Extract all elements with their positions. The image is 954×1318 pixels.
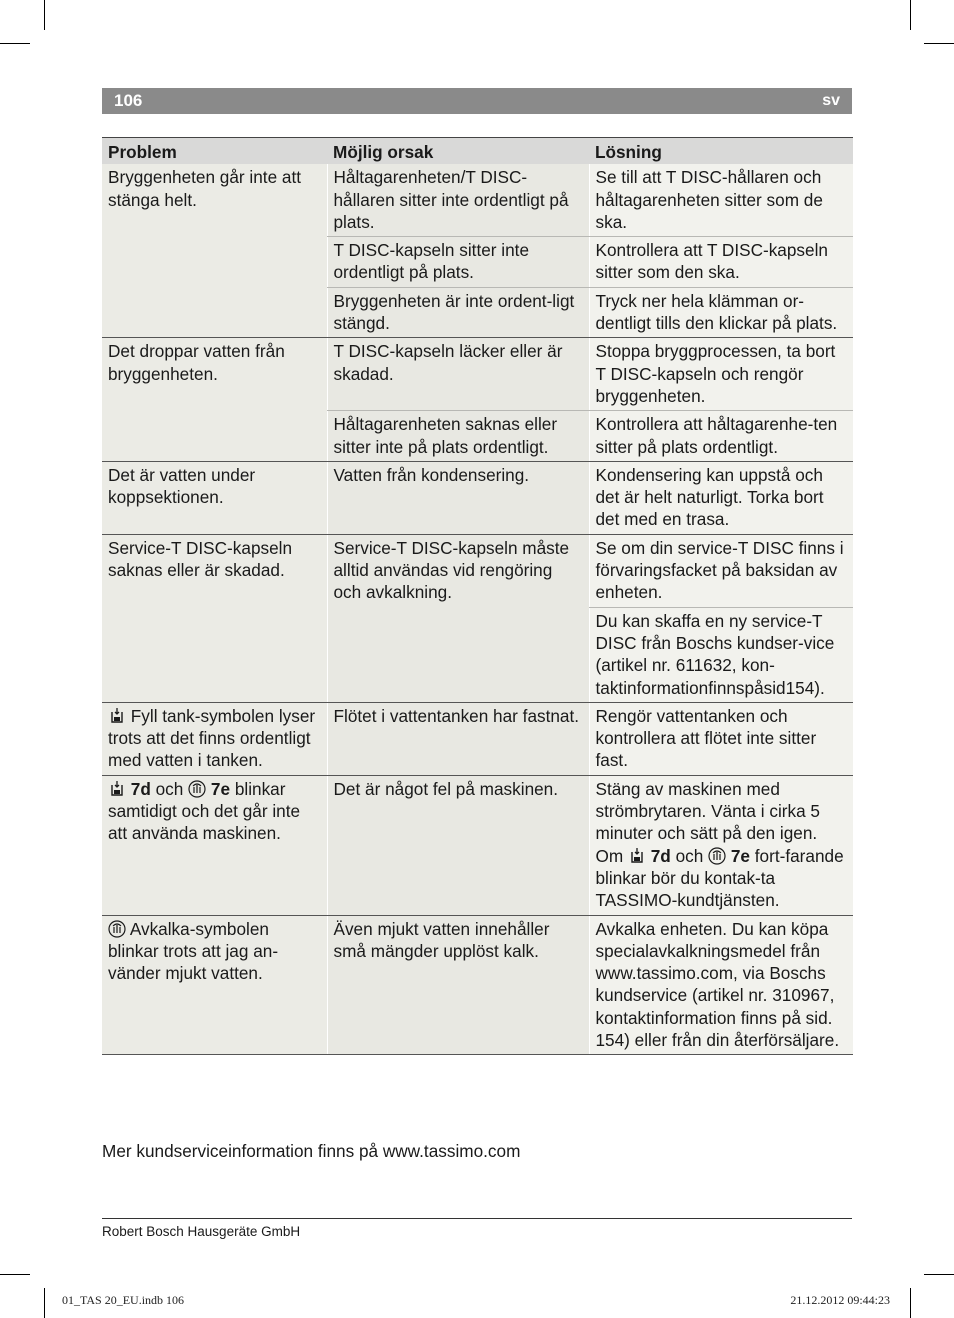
crop-mark (924, 43, 954, 44)
solution-text: Stäng av maskinen med strömbrytaren. Vänta i cirka 5 minuter och sätt på den igen. Om (595, 778, 820, 866)
crop-mark (910, 0, 911, 30)
print-slug-file: 01_TAS 20_EU.indb 106 (62, 1293, 185, 1307)
page-number: 106 (114, 91, 143, 110)
problem-cell (102, 915, 327, 1055)
crop-mark (910, 1288, 911, 1318)
conjunction-text: och (675, 845, 704, 866)
page-header (102, 88, 852, 114)
table-row (102, 775, 853, 915)
troubleshooting-table (102, 137, 853, 1055)
cause-cell: Service-T DISC-kapseln måste alltid användas vid rengöring och avkalkning. (327, 534, 589, 702)
solution-cell: Avkalka enheten. Du kan köpa specialavkalkningsmedel från www.tassimo.com, via Boschs kundservice (artikel nr. 310967, kontaktinformation finns på sid. 154) eller från din återförsäljare. (589, 915, 853, 1055)
solution-text: fort-farande blinkar bör du kontak-ta TASSIMO-kundtjänsten. (595, 845, 844, 911)
crop-mark (0, 1274, 30, 1275)
table-row (102, 338, 853, 411)
crop-mark (44, 0, 45, 30)
table-row (102, 461, 853, 534)
problem-cell: Det droppar vatten från bryggenheten. (102, 338, 327, 461)
crop-mark (924, 1274, 954, 1275)
solution-cell: Se till att T DISC-hållaren och håltagarenheten sitter som de ska. (589, 164, 853, 236)
solution-cell: Kontrollera att håltagarenhe-ten sitter på plats ordentligt. (589, 411, 853, 462)
error-code: 7d (130, 778, 151, 799)
solution-cell: Du kan skaffa en ny service-T DISC från Boschs kundser-vice (artikel nr. 611632, kon-taktinformationfinnspåsid154). (589, 607, 853, 702)
problem-text: blinkar samtidigt och det går inte att använda maskinen. (108, 778, 301, 844)
problem-text: Fyll tank-symbolen lyser trots att det finns ordentligt med vatten i tanken. (108, 705, 316, 771)
descale-icon (108, 920, 126, 938)
solution-cell (589, 775, 853, 915)
error-code: 7e (730, 845, 750, 866)
solution-cell: Kontrollera att T DISC-kapseln sitter som den ska. (589, 237, 853, 288)
cause-cell: Bryggenheten är inte ordent-ligt stängd. (327, 287, 589, 338)
fill-tank-icon (628, 847, 646, 865)
problem-cell: Det är vatten under koppsektionen. (102, 461, 327, 534)
print-slug-date: 21.12.2012 09:44:23 (790, 1293, 890, 1307)
descale-icon (708, 847, 726, 865)
column-header-solution: Lösning (589, 138, 853, 165)
error-code: 7e (210, 778, 231, 799)
footer-company: Robert Bosch Hausgeräte GmbH (102, 1224, 301, 1239)
cause-cell: Håltagarenheten/T DISC-hållaren sitter inte ordentligt på plats. (327, 164, 589, 236)
crop-mark (44, 1288, 45, 1318)
language-code: sv (822, 92, 840, 109)
column-header-cause: Möjlig orsak (327, 138, 589, 165)
table-row (102, 915, 853, 1055)
cause-cell: Flötet i vattentanken har fastnat. (327, 702, 589, 775)
footer-divider (102, 1218, 852, 1219)
column-header-problem: Problem (102, 138, 327, 165)
problem-cell: Service-T DISC-kapseln saknas eller är skadad. (102, 534, 327, 702)
problem-cell: Bryggenheten går inte att stänga helt. (102, 164, 327, 338)
table-row (102, 534, 853, 607)
error-code: 7d (650, 845, 671, 866)
cause-cell: T DISC-kapseln läcker eller är skadad. (327, 338, 589, 411)
table-row (102, 702, 853, 775)
solution-cell: Stoppa bryggprocessen, ta bort T DISC-kapseln och rengör bryggenheten. (589, 338, 853, 411)
solution-cell: Tryck ner hela klämman or-dentligt tills den klickar på plats. (589, 287, 853, 338)
cause-cell: Håltagarenheten saknas eller sitter inte på plats ordentligt. (327, 411, 589, 462)
crop-mark (0, 43, 30, 44)
fill-tank-icon (108, 707, 126, 725)
problem-cell (102, 775, 327, 915)
problem-text: Avkalka-symbolen blinkar trots att jag an-vänder mjukt vatten. (108, 918, 279, 984)
more-info-text: Mer kundserviceinformation finns på www.tassimo.com (102, 1141, 521, 1161)
descale-icon (188, 780, 206, 798)
cause-cell: Det är något fel på maskinen. (327, 775, 589, 915)
solution-cell: Kondensering kan uppstå och det är helt naturligt. Torka bort det med en trasa. (589, 461, 853, 534)
fill-tank-icon (108, 780, 126, 798)
table-row (102, 164, 853, 236)
solution-cell: Se om din service-T DISC finns i förvaringsfacket på baksidan av enheten. (589, 534, 853, 607)
problem-cell (102, 702, 327, 775)
cause-cell: T DISC-kapseln sitter inte ordentligt på plats. (327, 237, 589, 288)
table-header-row (102, 138, 853, 165)
cause-cell: Även mjukt vatten innehåller små mängder upplöst kalk. (327, 915, 589, 1055)
cause-cell: Vatten från kondensering. (327, 461, 589, 534)
solution-cell: Rengör vattentanken och kontrollera att flötet inte sitter fast. (589, 702, 853, 775)
conjunction-text: och (155, 778, 184, 799)
